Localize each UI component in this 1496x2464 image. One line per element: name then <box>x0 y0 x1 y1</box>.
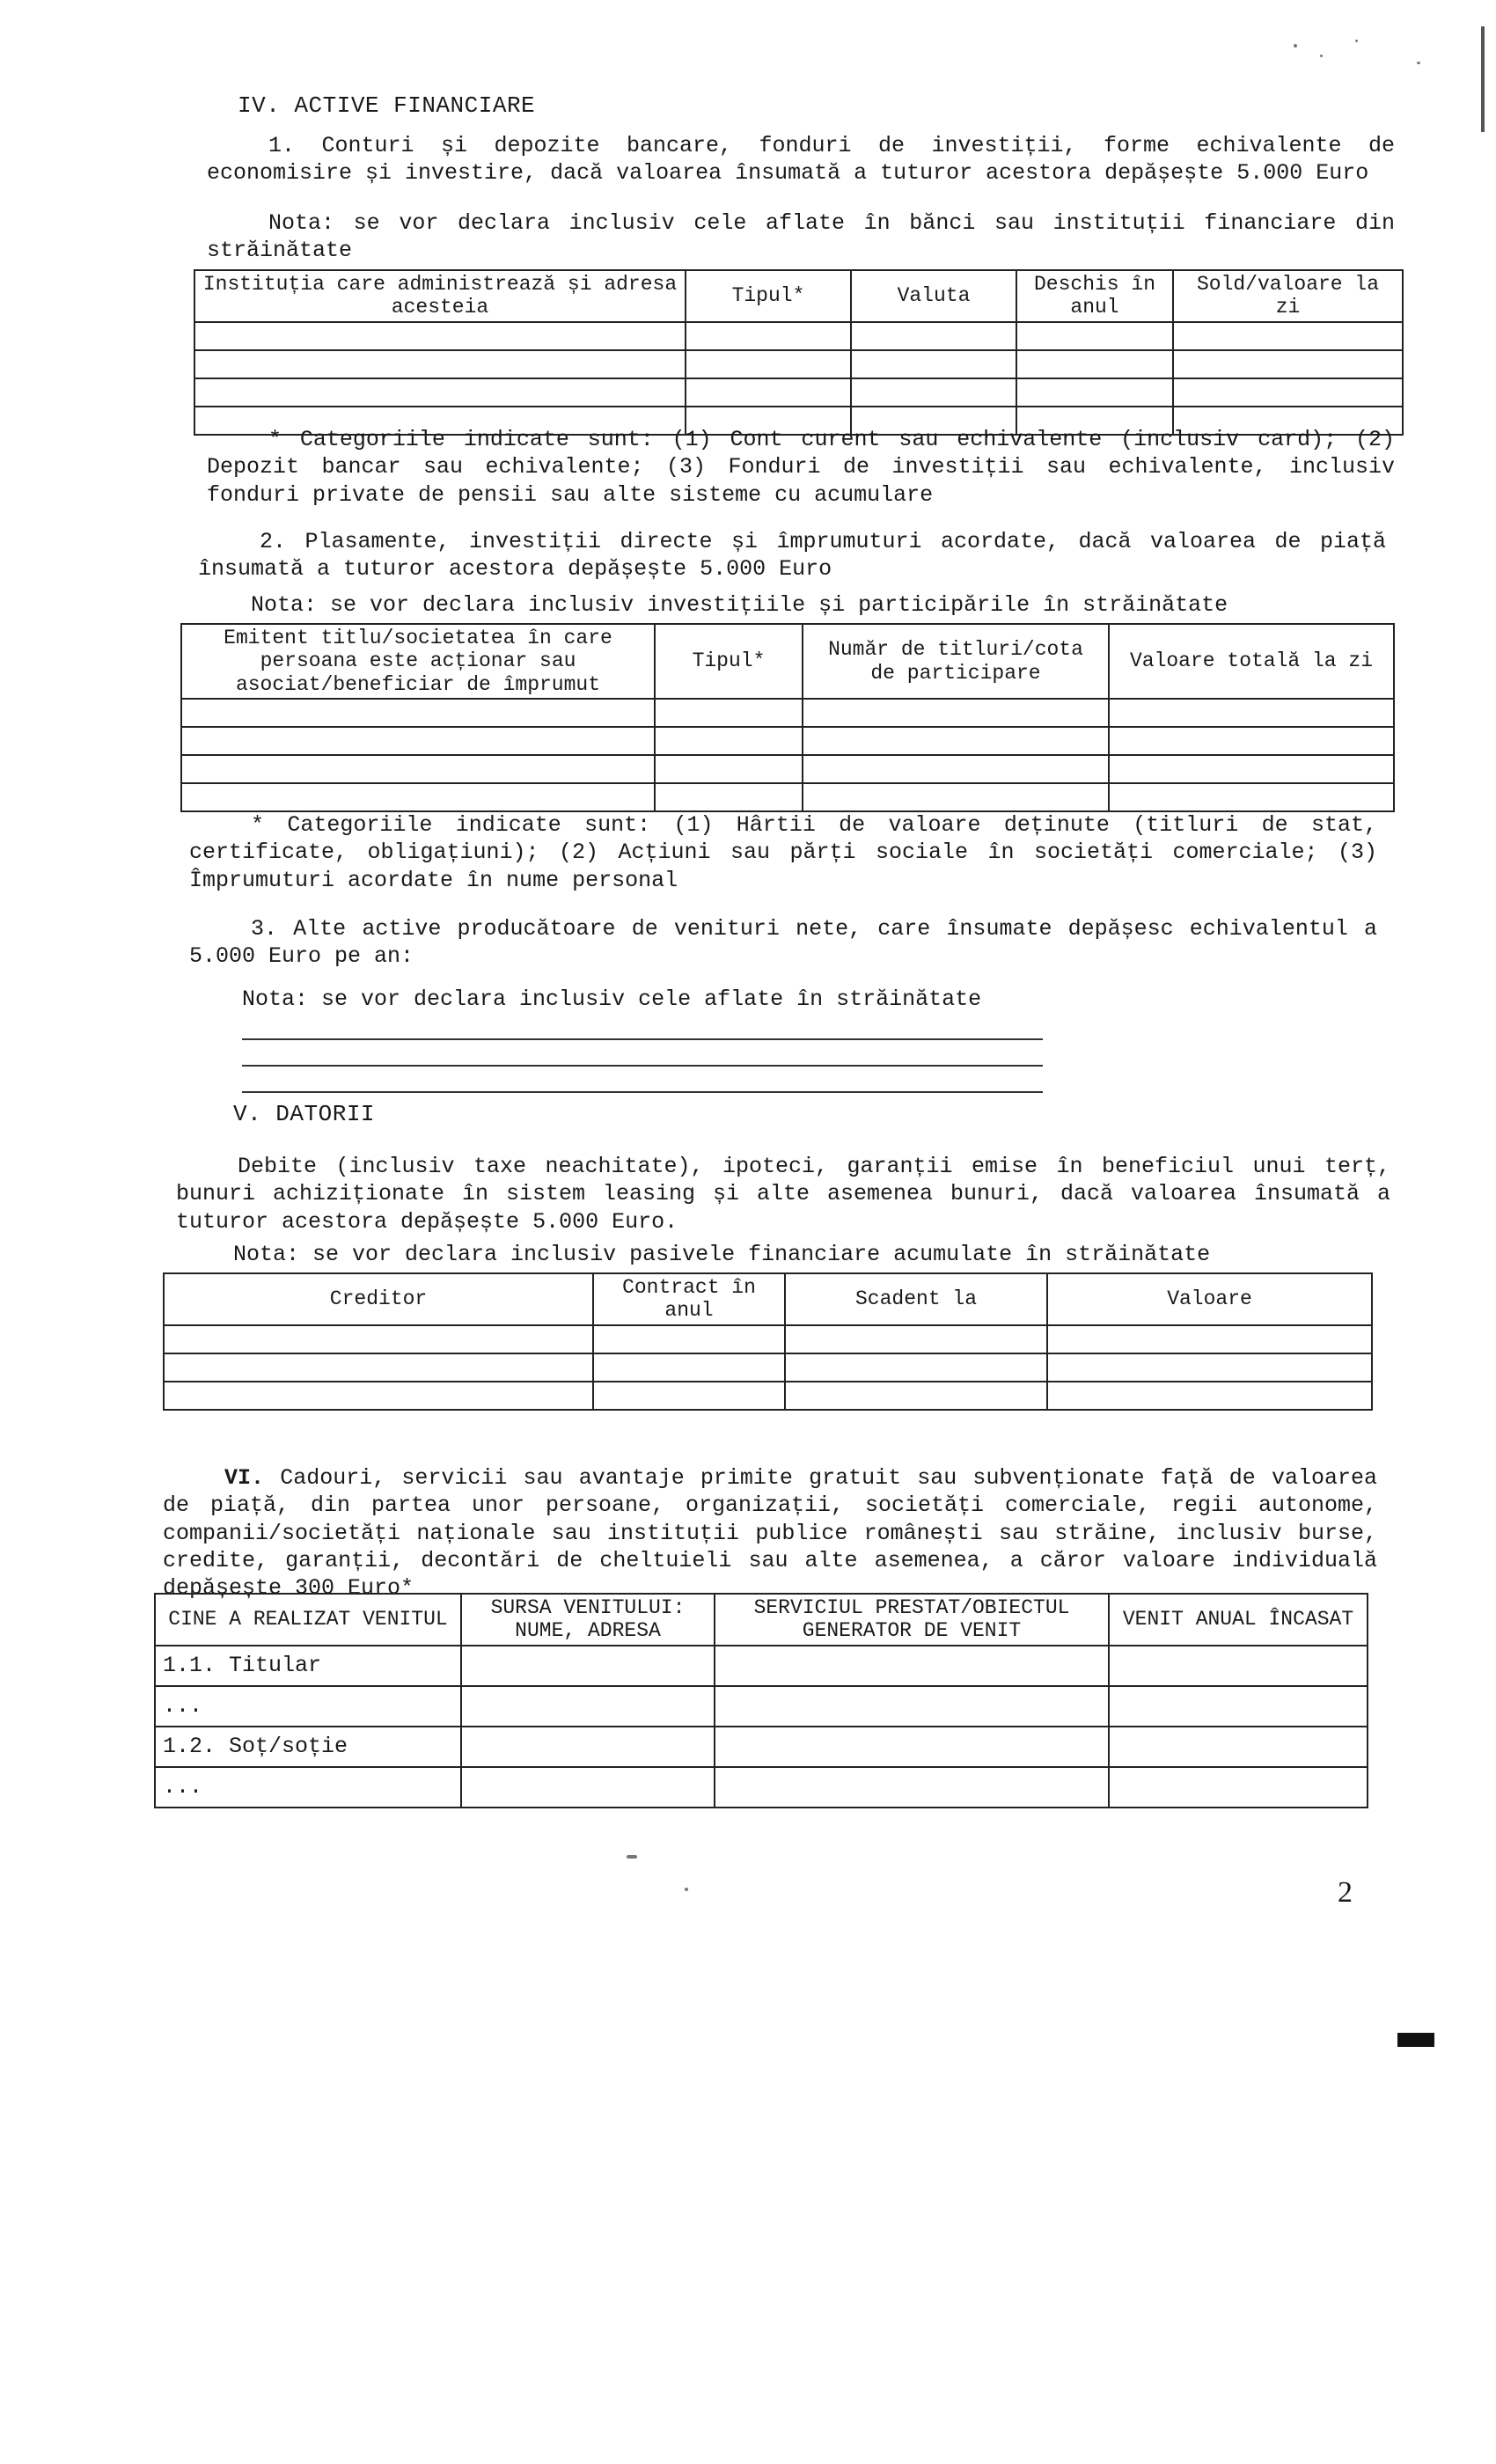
section-iv-title: IV. ACTIVE FINANCIARE <box>238 92 536 119</box>
row-label: 1.2. Soț/soție <box>155 1727 461 1767</box>
column-header: Număr de titluri/cota de participare <box>803 624 1109 699</box>
column-header: Tipul* <box>686 270 851 322</box>
table-row <box>181 783 1394 811</box>
scan-speck <box>1417 62 1420 64</box>
column-header: Scadent la <box>785 1273 1047 1325</box>
fill-in-line <box>242 1065 1043 1067</box>
column-header: Tipul* <box>655 624 803 699</box>
scan-speck <box>627 1855 637 1859</box>
column-header: Creditor <box>164 1273 593 1325</box>
table-row <box>164 1325 1372 1353</box>
section-iv-item3-text: 3. Alte active producătoare de venituri nete, care însumate depășesc echivalentul a 5.000 Euro pe an: <box>189 916 1377 970</box>
row-label: ... <box>155 1686 461 1727</box>
column-header: SERVICIUL PRESTAT/OBIECTUL GENERATOR DE VENIT <box>715 1594 1109 1646</box>
section-vi-text <box>163 1464 1377 1602</box>
scan-edge-mark <box>1397 2033 1434 2047</box>
debts-table <box>163 1272 1373 1411</box>
column-header: Valoare <box>1047 1273 1372 1325</box>
section-iv-item2-text: 2. Plasamente, investiții directe și împrumuturi acordate, dacă valoarea de piață însumată a tuturor acestora depășește 5.000 Euro <box>198 529 1386 583</box>
investments-table <box>180 623 1395 812</box>
section-iv-item1-note: Nota: se vor declara inclusiv cele aflate în bănci sau instituții financiare din străinătate <box>207 210 1395 264</box>
table-row <box>164 1353 1372 1382</box>
scan-speck <box>1320 55 1323 57</box>
table-row <box>155 1727 1368 1767</box>
table-header-row <box>194 270 1403 322</box>
table-row <box>181 727 1394 755</box>
section-iv-item3-note: Nota: se vor declara inclusiv cele aflate în străinătate <box>242 986 982 1012</box>
column-header: VENIT ANUAL ÎNCASAT <box>1109 1594 1368 1646</box>
table-row <box>181 755 1394 783</box>
column-header: Sold/valoare la zi <box>1173 270 1403 322</box>
scan-edge-mark <box>1481 26 1485 132</box>
row-label: ... <box>155 1767 461 1808</box>
scan-speck <box>1355 40 1358 42</box>
scan-speck <box>1294 44 1297 48</box>
table-row <box>194 350 1403 378</box>
bank-accounts-table <box>194 269 1404 436</box>
scan-speck <box>685 1888 688 1891</box>
section-vi-body: Cadouri, servicii sau avantaje primite gratuit sau subvenționate față de valoarea de piață, din partea unor persoane, organizații, societăți comerciale, regii autonome, companii/societăți naționale sau instituții publice românești sau străine, inclusiv burse, credite, garanții, decontări de cheltuieli sau alte asemenea, a căror valoare individuală depășește 300 Euro* <box>163 1465 1377 1601</box>
column-header: Instituția care administrează și adresa acesteia <box>194 270 686 322</box>
fill-in-line <box>242 1038 1043 1040</box>
row-label: 1.1. Titular <box>155 1646 461 1686</box>
table-header-row <box>181 624 1394 699</box>
fill-in-line <box>242 1091 1043 1093</box>
section-v-title: V. DATORII <box>233 1101 376 1127</box>
column-header: Valoare totală la zi <box>1109 624 1394 699</box>
column-header: Contract în anul <box>593 1273 785 1325</box>
section-iv-item1-text: 1. Conturi și depozite bancare, fonduri de investiții, forme echivalente de economisire și investire, dacă valoarea însumată a tuturor acestora depășește 5.000 Euro <box>207 133 1395 187</box>
column-header: Valuta <box>851 270 1016 322</box>
table-header-row <box>164 1273 1372 1325</box>
section-v-text: Debite (inclusiv taxe neachitate), ipoteci, garanții emise în beneficiul unui terț, bunuri achiziționate în sistem leasing și alte asemenea bunuri, dacă valoarea însumată a tuturor acestora depășește 5.000 Euro. <box>176 1154 1390 1235</box>
column-header: SURSA VENITULUI: NUME, ADRESA <box>461 1594 715 1646</box>
section-vi-numeral: VI. <box>224 1465 265 1491</box>
table-row <box>164 1382 1372 1410</box>
table-row <box>181 699 1394 727</box>
gifts-table <box>154 1593 1368 1808</box>
table-row <box>155 1646 1368 1686</box>
section-iv-item2-footnote: * Categoriile indicate sunt: (1) Hârtii de valoare deținute (titluri de stat, certificate, obligațiuni); (2) Acțiuni sau părți sociale în societăți comerciale; (3) Împrumuturi acordate în nume personal <box>189 812 1377 893</box>
column-header: Emitent titlu/societatea în care persoana este acționar sau asociat/beneficiar de împrumut <box>181 624 655 699</box>
table-row <box>194 322 1403 350</box>
column-header: Deschis în anul <box>1016 270 1173 322</box>
table-row <box>155 1686 1368 1727</box>
section-v-note: Nota: se vor declara inclusiv pasivele financiare acumulate în străinătate <box>233 1242 1211 1267</box>
table-row <box>155 1767 1368 1808</box>
section-iv-item2-note: Nota: se vor declara inclusiv investițiile și participările în străinătate <box>251 592 1228 618</box>
column-header: CINE A REALIZAT VENITUL <box>155 1594 461 1646</box>
section-iv-item1-footnote: * Categoriile indicate sunt: (1) Cont curent sau echivalente (inclusiv card); (2) Depozit bancar sau echivalente; (3) Fonduri de investiții sau echivalente, inclusiv fonduri private de pensii sau alte sisteme cu acumulare <box>207 427 1395 508</box>
page-number: 2 <box>1338 1876 1353 1909</box>
table-row <box>194 378 1403 407</box>
table-header-row <box>155 1594 1368 1646</box>
